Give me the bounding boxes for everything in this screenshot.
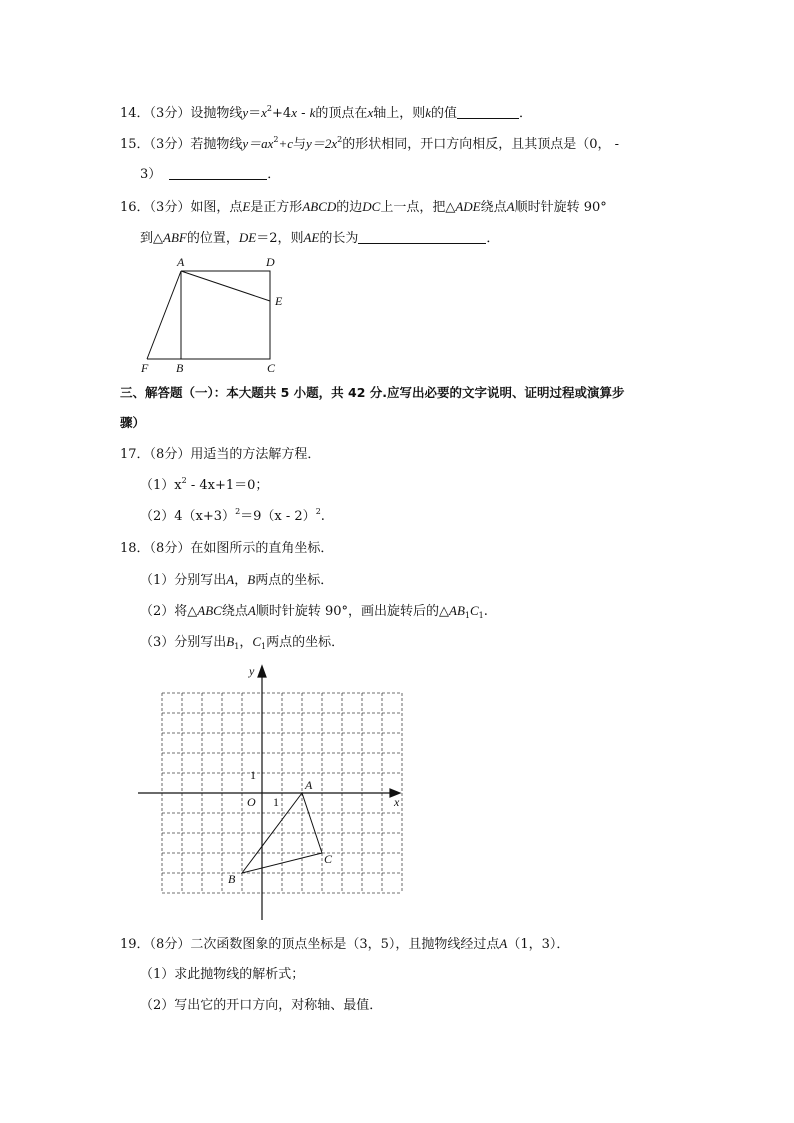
math: C <box>252 634 262 649</box>
math: ABC <box>197 603 222 618</box>
label-point-a: A <box>305 778 313 792</box>
text: 分别写出 <box>174 573 227 588</box>
math: k <box>425 105 432 120</box>
label-a: A <box>177 255 185 269</box>
question-15 <box>120 135 619 154</box>
text: 在如图所示的直角坐标． <box>190 541 334 556</box>
figure-square-rotation <box>136 252 296 377</box>
question-16-line2 <box>140 229 499 248</box>
part-label: （1） <box>140 967 175 982</box>
text: 的位置， <box>186 231 239 246</box>
question-score: （8分） <box>149 447 191 462</box>
math-exponent: 2 <box>181 476 187 485</box>
text: 设抛物线 <box>190 106 243 121</box>
math: C <box>469 603 479 618</box>
square-abcd <box>181 271 270 359</box>
math: AB <box>449 603 465 618</box>
label-one-x: 1 <box>273 795 279 809</box>
text: 顺时针旋转 90° <box>514 200 607 215</box>
text: 如图，点 <box>190 200 243 215</box>
text: ， <box>239 635 253 650</box>
math-subscript: 1 <box>234 642 240 651</box>
question-19 <box>120 935 569 954</box>
text: （1，3）． <box>507 937 570 952</box>
segment-ae <box>181 271 270 301</box>
math: x <box>367 105 374 120</box>
text: 二次函数图象的顶点坐标是（3，5），且抛物线经过点 <box>190 937 500 952</box>
math: 4（x+3） <box>174 509 236 524</box>
math: +c <box>278 136 294 151</box>
text: 与 <box>293 137 307 152</box>
math: ABCD <box>302 199 337 214</box>
part-label: （1） <box>140 573 175 588</box>
math-subscript: 1 <box>464 611 470 620</box>
math: ＝9（x - 2） <box>240 509 316 524</box>
text: 两点的坐标． <box>255 573 334 588</box>
question-15-line2 <box>140 166 280 184</box>
text: ＝2，则 <box>256 231 304 246</box>
y-axis-arrow <box>258 666 266 677</box>
question-score: （3分） <box>149 200 191 215</box>
question-18-part3 <box>140 633 344 652</box>
text: 写出它的开口方向，对称轴、最值． <box>174 998 383 1013</box>
question-number: 14． <box>120 106 150 121</box>
question-score: （8分） <box>149 541 191 556</box>
math-exponent: 2 <box>273 135 279 144</box>
math-exponent: 2 <box>266 104 273 113</box>
label-c: C <box>267 361 276 375</box>
math: k <box>309 105 316 120</box>
label-e: E <box>275 294 283 308</box>
text: 分别写出 <box>174 635 227 650</box>
question-16 <box>120 198 607 217</box>
label-f: F <box>141 361 149 375</box>
label-x: x <box>394 795 400 809</box>
question-number: 17． <box>120 447 150 462</box>
math: +4 <box>272 106 292 121</box>
text: 的值 <box>431 106 458 121</box>
text: 的形状相同，开口方向相反，且其顶点是（0， - <box>342 137 619 152</box>
math: A <box>499 936 508 951</box>
text: ， <box>234 573 248 588</box>
section-heading <box>120 384 625 402</box>
math-exponent: 2 <box>235 507 241 516</box>
question-17-part2 <box>140 508 325 526</box>
question-18-part2 <box>140 602 488 621</box>
math: B <box>247 572 256 587</box>
text: 用适当的方法解方程． <box>190 447 321 462</box>
part-label: （2） <box>140 509 175 524</box>
math: y <box>242 105 249 120</box>
section-heading-line2-wrap <box>120 414 145 432</box>
section-heading-line2: 骤） <box>120 415 146 430</box>
segment-af <box>147 271 181 359</box>
math: A <box>247 603 256 618</box>
text: 绕点 <box>221 604 248 619</box>
math-exponent: 2 <box>315 507 321 516</box>
answer-blank[interactable] <box>358 231 486 244</box>
question-number: 18． <box>120 541 150 556</box>
question-19-part2 <box>140 997 382 1015</box>
text: 绕点 <box>480 200 507 215</box>
part-label: （3） <box>140 635 175 650</box>
question-19-part1 <box>140 966 304 984</box>
text: 将△ <box>174 604 198 619</box>
text: 上一点，把△ <box>380 200 456 215</box>
math: - <box>296 106 310 121</box>
text: 的顶点在 <box>315 106 368 121</box>
math: y＝2x <box>306 136 338 151</box>
math-subscript: 1 <box>261 642 267 651</box>
text: ． <box>519 106 533 121</box>
question-17-part1 <box>140 477 268 495</box>
question-18 <box>120 540 333 558</box>
math: DC <box>362 199 381 214</box>
math: A <box>506 199 515 214</box>
part-label: （2） <box>140 998 175 1013</box>
answer-blank[interactable] <box>457 106 519 119</box>
text: 到△ <box>140 231 163 246</box>
text: 是正方形 <box>250 200 303 215</box>
answer-blank[interactable] <box>169 167 267 180</box>
math: DE <box>238 230 257 245</box>
question-score: （3分） <box>149 106 191 121</box>
text: ． <box>267 167 281 182</box>
math: E <box>242 199 251 214</box>
question-number: 19． <box>120 937 150 952</box>
math: x <box>291 105 297 120</box>
math: x <box>174 478 182 493</box>
question-number: 15． <box>120 137 150 152</box>
part-label: （1） <box>140 478 175 493</box>
question-score: （3分） <box>149 137 191 152</box>
text: . <box>483 604 488 619</box>
question-score: （8分） <box>149 937 191 952</box>
question-18-part1 <box>140 571 333 590</box>
math: y＝ax <box>242 136 274 151</box>
text: 3） <box>140 167 162 182</box>
label-origin: O <box>247 795 256 809</box>
math: ADE <box>455 199 481 214</box>
math: A <box>226 572 235 587</box>
text: ． <box>486 231 500 246</box>
label-y: y <box>249 664 255 678</box>
math: ABF <box>163 230 187 245</box>
question-number: 16． <box>120 200 150 215</box>
label-point-b: B <box>228 872 236 886</box>
question-14 <box>120 104 532 123</box>
label-one-y: 1 <box>250 768 256 782</box>
math-exponent: 2 <box>337 135 343 144</box>
text: 的长为 <box>319 231 359 246</box>
question-17 <box>120 446 320 464</box>
math-subscript: 1 <box>478 611 484 620</box>
text: 两点的坐标． <box>266 635 345 650</box>
label-d: D <box>266 255 275 269</box>
math: x <box>261 105 267 120</box>
text: 的边 <box>336 200 363 215</box>
label-point-c: C <box>324 852 333 866</box>
math: AE <box>303 230 320 245</box>
text: 求此抛物线的解析式； <box>174 967 305 982</box>
math: - 4x+1＝0； <box>186 478 269 493</box>
figure-coordinate-grid <box>130 658 420 924</box>
section-heading-line1: 三、解答题（一）：本大题共 5 小题，共 42 分.应写出必要的文字说明、证明过程或演算步 <box>120 385 625 400</box>
math: . <box>320 509 325 524</box>
text: 顺时针旋转 90°，画出旋转后的△ <box>255 604 449 619</box>
text: 若抛物线 <box>190 137 243 152</box>
math: B <box>226 634 235 649</box>
math: ＝ <box>248 106 262 121</box>
label-b: B <box>176 361 184 375</box>
part-label: （2） <box>140 604 175 619</box>
text: 轴上，则 <box>373 106 426 121</box>
